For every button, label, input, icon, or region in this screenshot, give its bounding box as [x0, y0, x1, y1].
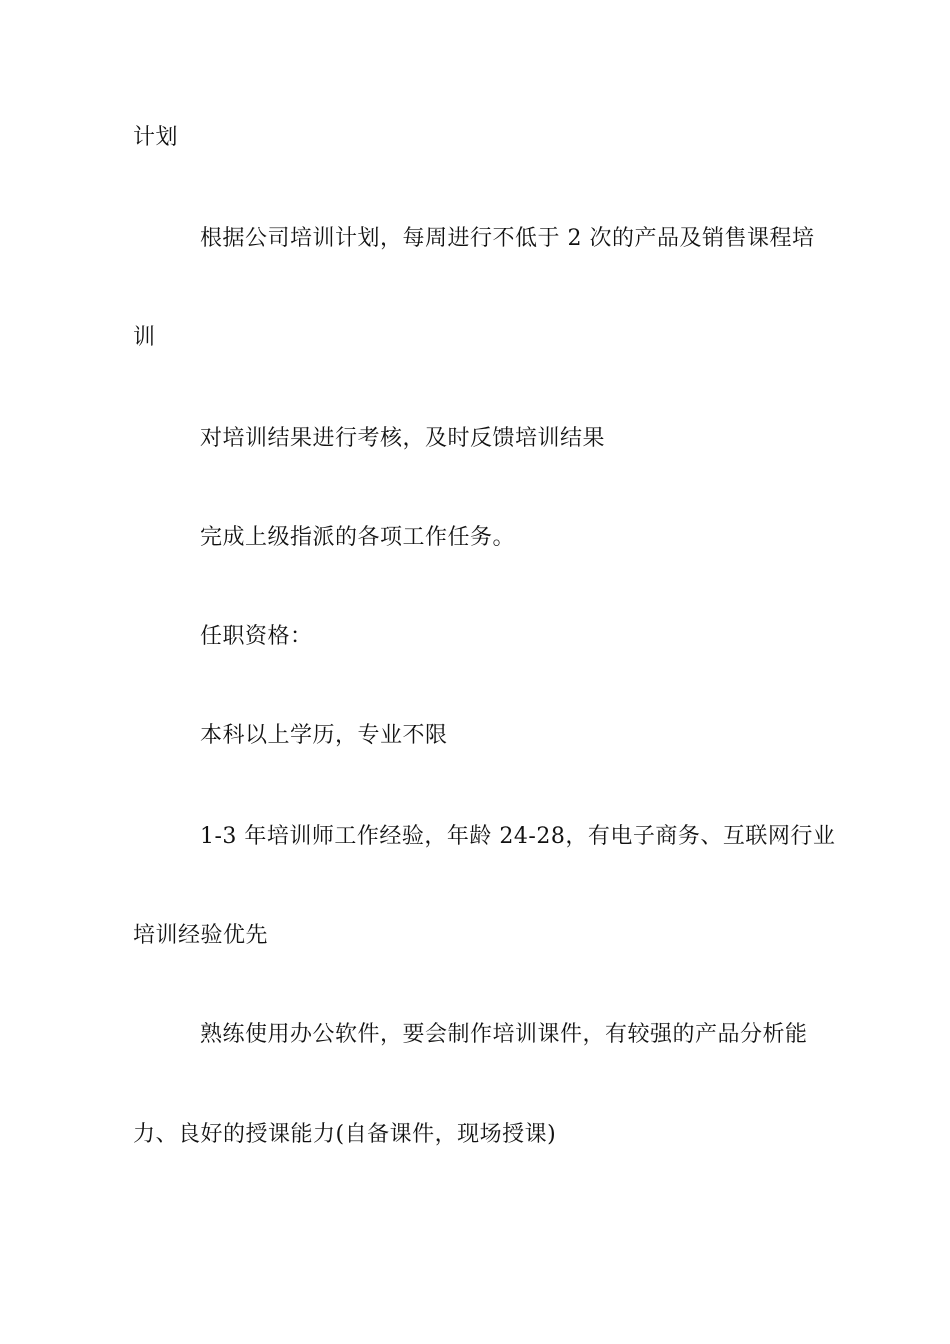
text-line: 计划 [133, 125, 179, 150]
paragraph-line: 对培训结果进行考核，及时反馈培训结果 [200, 426, 606, 451]
paragraph-line: 熟练使用办公软件，要会制作培训课件，有较强的产品分析能 [200, 1022, 808, 1047]
paragraph-line: 本科以上学历，专业不限 [200, 723, 448, 748]
paragraph-line: 根据公司培训计划，每周进行不低于 2 次的产品及销售课程培 [200, 226, 815, 251]
paragraph-line: 1-3 年培训师工作经验，年龄 24-28，有电子商务、互联网行业 [200, 824, 836, 849]
section-heading: 任职资格： [200, 624, 313, 649]
paragraph-line: 完成上级指派的各项工作任务。 [200, 525, 516, 550]
text-line: 培训经验优先 [133, 923, 269, 948]
text-line: 力、良好的授课能力(自备课件，现场授课) [133, 1122, 557, 1147]
text-line: 训 [133, 325, 156, 350]
